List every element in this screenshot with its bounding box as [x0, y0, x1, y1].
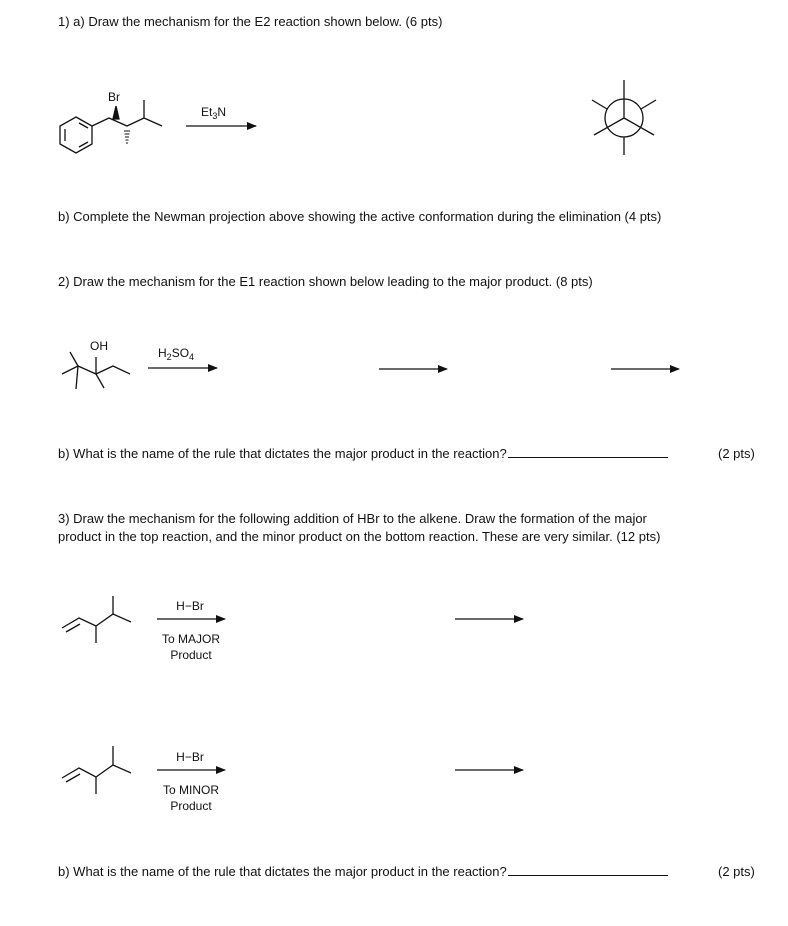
q3-bottom-reagent-label: H−Br: [176, 750, 204, 764]
q3-top-reagent-label: H−Br: [176, 599, 204, 613]
q3-part-a-line1: 3) Draw the mechanism for the following addition of HBr to the alkene. Draw the formation of the major: [58, 511, 647, 526]
q3-major-caption-line1: To MAJOR: [161, 632, 221, 646]
q1-part-b: b) Complete the Newman projection above showing the active conformation during the elimination (4 pts): [58, 209, 662, 224]
methyl-hash-bond: [124, 131, 130, 143]
newman-projection: [592, 80, 656, 155]
q3-minor-caption-line2: Product: [170, 799, 212, 813]
q3-part-b-points: (2 pts): [718, 864, 755, 879]
q3-major-caption-line2: Product: [170, 648, 212, 662]
q1-bromine-label: Br: [108, 90, 120, 104]
q3-minor-caption-line1: To MINOR: [162, 783, 220, 797]
q2-substrate-structure: [62, 352, 130, 389]
q2-part-b-text: b) What is the name of the rule that dictates the major product in the reaction?: [58, 446, 507, 461]
bromine-wedge-bond: [113, 106, 119, 119]
q3-part-b-text: b) What is the name of the rule that dictates the major product in the reaction?: [58, 864, 507, 879]
q2-part-b-points: (2 pts): [718, 446, 755, 461]
q3-part-a-line2: product in the top reaction, and the minor product on the bottom reaction. These are very similar. (12 pts): [58, 529, 661, 544]
q1-substrate-structure: [60, 100, 162, 153]
q3-top-alkene-structure: [62, 596, 131, 643]
q1-reagent-label: $Et_3N$: [201, 105, 227, 121]
q2-reagent-label: $H_2SO_4$: [158, 346, 195, 362]
q2-hydroxyl-label: OH: [90, 339, 108, 353]
q3-bottom-alkene-structure: [62, 746, 131, 794]
q2-part-a: 2) Draw the mechanism for the E1 reaction shown below leading to the major product. (8 pts): [58, 274, 593, 289]
q1-part-a: 1) a) Draw the mechanism for the E2 reaction shown below. (6 pts): [58, 14, 443, 29]
